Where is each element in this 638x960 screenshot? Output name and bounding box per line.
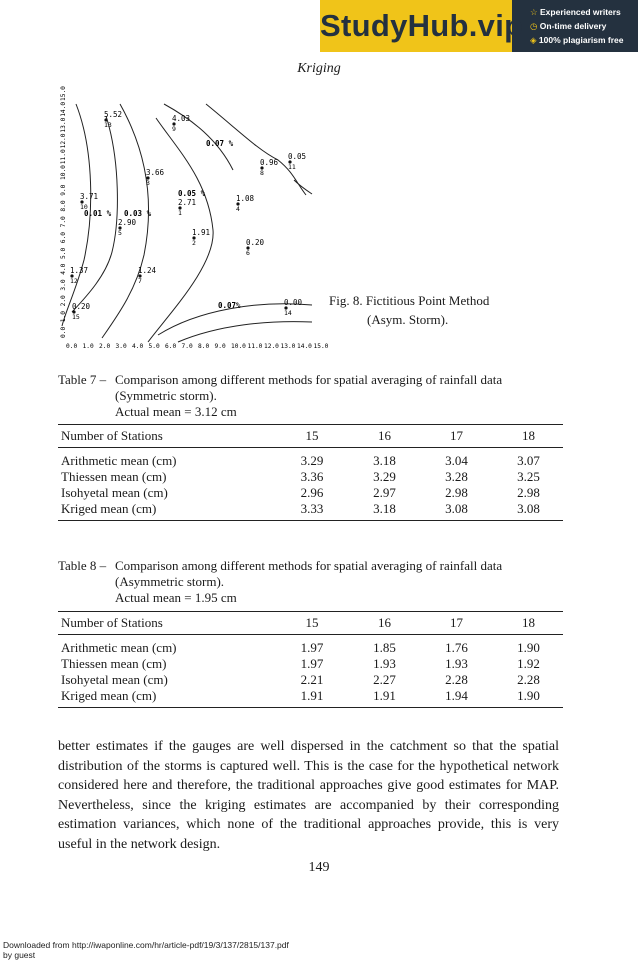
- row-label: Isohyetal mean (cm): [61, 672, 168, 687]
- station-value: 1.24: [138, 266, 157, 275]
- download-footer: [3, 940, 289, 960]
- x-tick-label: 14.0: [297, 343, 312, 350]
- station-id: 14: [284, 309, 292, 317]
- y-tick-label: 11.0: [60, 149, 67, 165]
- table-cell: 3.18: [347, 501, 419, 521]
- table-cell: 1.97: [300, 656, 324, 671]
- table7-caption-line: (Symmetric storm).: [115, 388, 217, 403]
- y-tick-label: 0.0: [60, 326, 67, 338]
- table-cell: 3.28: [445, 469, 468, 484]
- y-tick-label: 1.0: [60, 311, 67, 323]
- y-tick-label: 3.0: [60, 279, 67, 291]
- perk-item: ◷ On-time delivery: [530, 21, 607, 31]
- table-row: [58, 656, 563, 672]
- column-header: 17: [419, 612, 491, 635]
- table-cell: 3.04: [445, 453, 468, 468]
- station-id: 9: [172, 125, 176, 133]
- x-tick-label: 10.0: [231, 343, 246, 350]
- table8-caption: [58, 558, 502, 606]
- station-id: 1: [178, 209, 182, 217]
- station-id: 12: [70, 277, 78, 285]
- station-marker: [72, 302, 91, 321]
- table-cell: 1.91: [347, 688, 419, 708]
- figure-caption-line: Fig. 8. Fictitious Point Method: [329, 293, 490, 308]
- table-cell: 2.28: [445, 672, 468, 687]
- station-value: 1.08: [236, 194, 255, 203]
- table7-caption-line: Table 7 – Comparison among different methods for spatial averaging of rainfall data: [58, 372, 503, 387]
- station-value: 3.66: [146, 168, 165, 177]
- x-tick-label: 9.0: [214, 343, 226, 350]
- table-cell: 1.92: [517, 656, 540, 671]
- figure-contour-map: [58, 86, 329, 352]
- station-marker: [146, 168, 165, 187]
- y-tick-label: 12.0: [60, 133, 67, 149]
- table-cell: 2.96: [300, 485, 324, 500]
- station-id: 11: [288, 163, 296, 171]
- station-value: 3.71: [80, 192, 99, 201]
- figure-caption: [329, 291, 489, 329]
- column-header: 18: [491, 425, 563, 448]
- table-cell: 3.25: [517, 469, 540, 484]
- station-value: 0.20: [246, 238, 265, 247]
- x-tick-label: 7.0: [181, 343, 193, 350]
- footer-link[interactable]: Downloaded from http://iwaponline.com/hr/article-pdf/19/3/137/2815/137.pdf: [3, 940, 289, 950]
- x-tick-label: 1.0: [82, 343, 94, 350]
- table8-caption-line: (Asymmetric storm).: [115, 574, 225, 589]
- shield-icon: ◈: [530, 35, 537, 45]
- column-header: 17: [419, 425, 491, 448]
- table-cell: 1.90: [491, 688, 563, 708]
- station-marker: [260, 158, 279, 177]
- y-tick-label: 5.0: [60, 247, 67, 259]
- running-header: Kriging: [297, 61, 341, 76]
- table-cell: 2.27: [373, 672, 396, 687]
- x-tick-label: 0.0: [66, 343, 78, 350]
- table-cell: 3.08: [491, 501, 563, 521]
- table8-caption-line: Table 8 – Comparison among different methods for spatial averaging of rainfall data: [58, 558, 503, 573]
- table-cell: 1.94: [419, 688, 491, 708]
- table-cell: 1.91: [274, 688, 347, 708]
- table-row: [58, 485, 563, 501]
- table-cell: 3.29: [300, 453, 324, 468]
- station-marker: [246, 238, 265, 257]
- table7: [58, 424, 563, 521]
- station-marker: [236, 194, 255, 213]
- y-tick-label: 2.0: [60, 295, 67, 307]
- x-tick-label: 4.0: [132, 343, 144, 350]
- table-cell: 2.98: [517, 485, 540, 500]
- table-cell: 3.36: [300, 469, 324, 484]
- table-cell: 1.93: [445, 656, 468, 671]
- ad-banner[interactable]: [320, 0, 638, 52]
- x-tick-label: 12.0: [264, 343, 279, 350]
- perk-item: ◈ 100% plagiarism free: [530, 35, 624, 45]
- table-cell: 1.97: [300, 640, 324, 655]
- contour-label: 0.07 %: [206, 139, 234, 148]
- contour-label: 0.01 %: [84, 209, 112, 218]
- row-label: Thiessen mean (cm): [61, 656, 167, 671]
- table-cell: 2.97: [373, 485, 396, 500]
- station-marker: [178, 198, 196, 217]
- column-header: 16: [347, 425, 419, 448]
- contour-labels: [84, 139, 241, 310]
- x-tick-label: 13.0: [280, 343, 296, 350]
- table-cell: 2.21: [300, 672, 324, 687]
- table-cell: 2.98: [445, 485, 468, 500]
- x-tick-label: 3.0: [115, 343, 127, 350]
- station-value: 2.90: [118, 218, 137, 227]
- station-marker: [138, 266, 157, 285]
- station-id: 6: [246, 249, 250, 257]
- row-label: Kriged mean (cm): [58, 688, 274, 708]
- station-marker: [104, 110, 122, 129]
- x-tick-label: 6.0: [165, 343, 177, 350]
- station-id: 4: [236, 205, 240, 213]
- station-value: 1.37: [70, 266, 89, 275]
- station-id: 3: [146, 179, 150, 187]
- column-header: 16: [347, 612, 419, 635]
- column-header: 18: [491, 612, 563, 635]
- body-paragraph: better estimates if the gauges are well dispersed in the catchment so that the spatial distribution of the storms is captured well. This is the case for the hypothetical network considered here and therefore, the traditional approaches give good estimates for MAP. Nevertheless, since the kriging estimates are accompanied by their corresponding estimation variances, which none of the traditional approaches provide, this is very useful in the network design.: [58, 739, 559, 852]
- clock-icon: ◷: [530, 21, 538, 31]
- table-cell: 3.33: [274, 501, 347, 521]
- row-label: Kriged mean (cm): [58, 501, 274, 521]
- table7-caption: [58, 372, 502, 420]
- table8-actual-mean: Actual mean = 1.95 cm: [115, 590, 237, 605]
- table-cell: 3.29: [373, 469, 396, 484]
- table7-actual-mean: Actual mean = 3.12 cm: [115, 404, 237, 419]
- station-marker: [118, 218, 137, 237]
- table8: [58, 611, 563, 708]
- row-label: Isohyetal mean (cm): [61, 485, 168, 500]
- y-tick-label: 8.0: [60, 200, 67, 212]
- table-cell: 2.28: [517, 672, 540, 687]
- station-id: 10: [80, 203, 88, 211]
- table-cell: 3.08: [419, 501, 491, 521]
- perks-list: [530, 5, 624, 47]
- contour-label: 0.07%: [218, 301, 241, 310]
- contour-label: 0.03 %: [124, 209, 152, 218]
- y-tick-label: 6.0: [60, 232, 67, 244]
- station-marker: [192, 228, 210, 247]
- table-header-row: [58, 425, 563, 448]
- table-cell: 3.07: [517, 453, 540, 468]
- station-value: 1.91: [192, 228, 211, 237]
- y-tick-label: 7.0: [60, 216, 67, 228]
- table-cell: 1.85: [373, 640, 396, 655]
- row-label: Arithmetic mean (cm): [61, 640, 177, 655]
- station-marker: [284, 298, 303, 317]
- row-label: Thiessen mean (cm): [61, 469, 167, 484]
- column-header: Number of Stations: [58, 425, 274, 448]
- column-header: 15: [274, 612, 347, 635]
- contour-label: 0.05 %: [178, 189, 206, 198]
- table-header-row: [58, 612, 563, 635]
- station-value: 5.52: [104, 110, 123, 119]
- table-row: [58, 469, 563, 485]
- table-row: [58, 688, 563, 708]
- table-cell: 1.76: [445, 640, 468, 655]
- contour-line: [294, 180, 312, 194]
- table-row: [58, 672, 563, 688]
- table-cell: 3.18: [373, 453, 396, 468]
- table-cell: 1.93: [373, 656, 396, 671]
- y-tick-label: 9.0: [60, 184, 67, 196]
- row-label: Arithmetic mean (cm): [61, 453, 177, 468]
- station-marker: [172, 114, 190, 133]
- station-id: 8: [260, 169, 264, 177]
- footer-text: by guest: [3, 950, 36, 960]
- y-tick-label: 14.0: [60, 101, 67, 117]
- star-icon: ☆: [530, 7, 538, 17]
- x-tick-label: 2.0: [99, 343, 111, 350]
- x-tick-label: 11.0: [247, 343, 263, 350]
- table-row: [58, 448, 563, 470]
- brand-logo[interactable]: StudyHub.vip: [320, 0, 512, 52]
- x-tick-label: 5.0: [148, 343, 160, 350]
- x-tick-label: 15.0: [313, 343, 329, 350]
- station-value: 0.05: [288, 152, 307, 161]
- station-id: 13: [104, 121, 112, 129]
- column-header: Number of Stations: [58, 612, 274, 635]
- table-row: [58, 635, 563, 657]
- page-number: 149: [308, 860, 330, 875]
- contour-line: [206, 104, 306, 195]
- perk-item: ☆ Experienced writers: [530, 7, 621, 17]
- station-marker: [288, 152, 306, 171]
- y-tick-label: 13.0: [60, 117, 67, 133]
- y-tick-label: 4.0: [60, 263, 67, 275]
- station-id: 5: [118, 229, 122, 237]
- station-value: 2.71: [178, 198, 197, 207]
- station-value: 0.96: [260, 158, 279, 167]
- station-id: 7: [138, 277, 142, 285]
- station-value: 0.20: [72, 302, 91, 311]
- contour-line: [178, 322, 312, 342]
- y-tick-label: 15.0: [60, 86, 67, 101]
- table-cell: 1.90: [517, 640, 540, 655]
- station-value: 0.00: [284, 298, 303, 307]
- table-row: [58, 501, 563, 521]
- station-value: 4.03: [172, 114, 191, 123]
- x-tick-label: 8.0: [198, 343, 210, 350]
- figure-caption-line: (Asym. Storm).: [367, 312, 449, 327]
- station-id: 15: [72, 313, 80, 321]
- y-tick-label: 10.0: [60, 165, 67, 180]
- station-id: 2: [192, 239, 196, 247]
- column-header: 15: [274, 425, 347, 448]
